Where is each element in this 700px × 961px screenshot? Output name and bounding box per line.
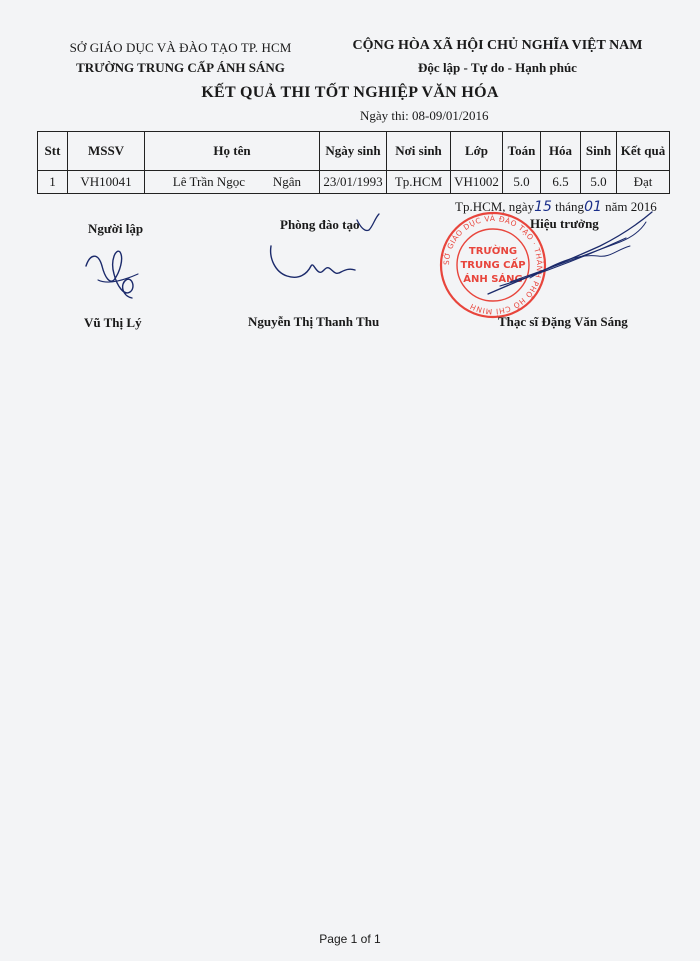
preparer-role: Người lập	[88, 221, 144, 236]
col-header-math: Toán	[503, 132, 541, 171]
svg-text:ÁNH SÁNG: ÁNH SÁNG	[463, 274, 523, 285]
col-header-class: Lớp	[451, 132, 503, 171]
signing-date: Tp.HCM, ngày15 tháng01 năm 2016	[455, 199, 657, 215]
table-row	[38, 171, 670, 194]
page-number: Page 1 of 1	[319, 932, 381, 946]
cell-given-name: Ngân	[272, 174, 301, 189]
cell-family-name: Lê Trần Ngọc	[172, 174, 246, 189]
cell-mssv: VH10041	[68, 171, 145, 194]
training-office-initial-icon	[355, 212, 381, 236]
table-header-row	[38, 132, 670, 171]
col-header-result: Kết quả	[617, 132, 670, 171]
exam-date: Ngày thi: 08-09/01/2016	[360, 108, 489, 123]
cell-biology: 5.0	[581, 171, 617, 194]
col-header-biology: Sinh	[581, 132, 617, 171]
training-office-role: Phòng đào tạo	[280, 217, 360, 232]
handwritten-month: 01	[584, 199, 602, 215]
cell-chemistry: 6.5	[541, 171, 581, 194]
preparer-signature-icon	[80, 240, 150, 302]
col-header-mssv: MSSV	[68, 132, 145, 171]
training-office-name: Nguyễn Thị Thanh Thu	[248, 314, 380, 329]
cell-dob: 23/01/1993	[320, 171, 387, 194]
col-header-stt: Stt	[38, 132, 68, 171]
cell-stt: 1	[38, 171, 68, 194]
col-header-birthplace: Nơi sinh	[387, 132, 451, 171]
cell-math: 5.0	[503, 171, 541, 194]
cell-result: Đạt	[617, 171, 670, 194]
training-office-signature-icon	[265, 240, 365, 286]
republic-heading: CỘNG HÒA XÃ HỘI CHỦ NGHĨA VIỆT NAM	[352, 38, 643, 53]
cell-class: VH1002	[451, 171, 503, 194]
department-name: SỞ GIÁO DỤC VÀ ĐÀO TẠO TP. HCM	[69, 40, 292, 55]
svg-text:TRUNG CẤP: TRUNG CẤP	[460, 260, 526, 271]
col-header-dob: Ngày sinh	[320, 132, 387, 171]
national-motto: Độc lập - Tự do - Hạnh phúc	[418, 60, 577, 75]
col-header-chemistry: Hóa	[541, 132, 581, 171]
handwritten-day: 15	[534, 199, 552, 215]
preparer-name: Vũ Thị Lý	[84, 315, 142, 330]
principal-signature-icon	[470, 198, 660, 308]
svg-text:SỞ GIÁO DỤC VÀ ĐÀO TẠO · THÀNH: SỞ GIÁO DỤC VÀ ĐÀO TẠO · THÀNH PHỐ HỒ CHÍ MINH	[441, 213, 545, 317]
document-title: KẾT QUẢ THI TỐT NGHIỆP VĂN HÓA	[201, 84, 499, 101]
school-name: TRƯỜNG TRUNG CẤP ÁNH SÁNG	[76, 60, 285, 75]
col-header-name: Họ tên	[145, 132, 320, 171]
results-table	[37, 131, 670, 194]
svg-text:TRƯỜNG: TRƯỜNG	[468, 246, 518, 257]
cell-birthplace: Tp.HCM	[387, 171, 451, 194]
principal-name: Thạc sĩ Đặng Văn Sáng	[498, 314, 628, 329]
cell-name	[145, 171, 320, 194]
principal-role: Hiệu trưởng	[530, 216, 599, 231]
